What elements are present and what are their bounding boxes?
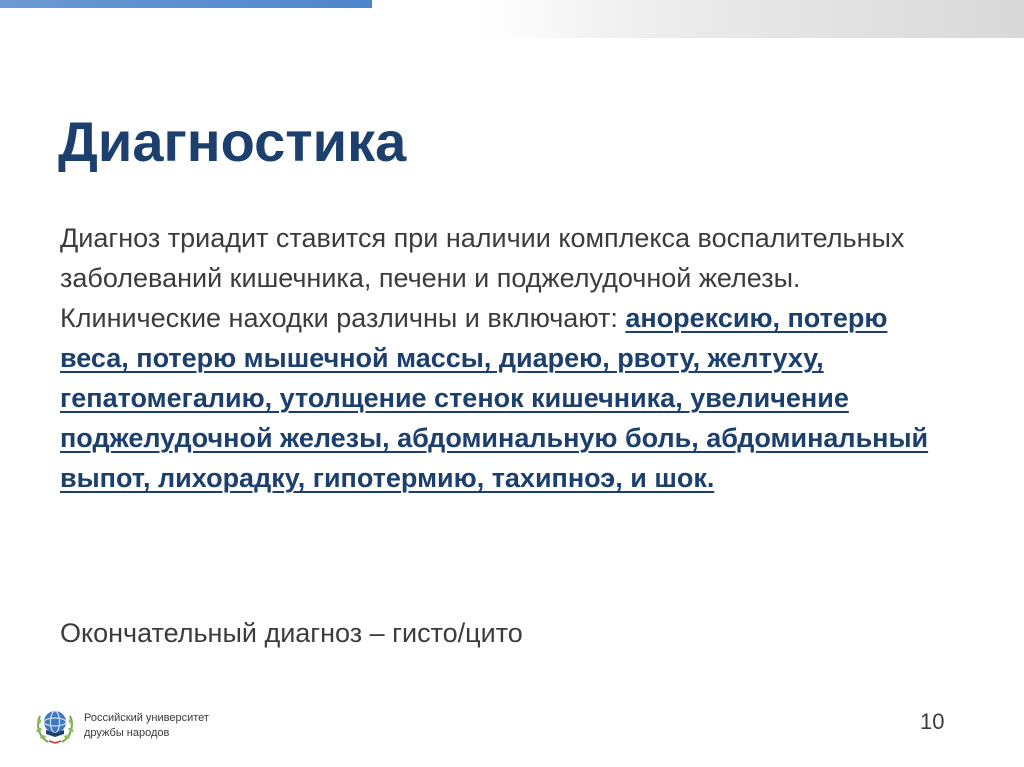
diagnosis-paragraph	[60, 218, 960, 498]
university-name-line2: дружбы народов	[84, 727, 170, 739]
university-name-line1: Российский университет	[84, 712, 209, 724]
slide-title: Диагностика	[58, 110, 407, 173]
final-diagnosis-text: Окончательный диагноз – гисто/цито	[60, 618, 523, 648]
diagnosis-intro: Диагноз триадит ставится при наличии комплекса воспалительных заболеваний кишечника, печени и поджелудочной железы. Клинические находки различны и включают:	[60, 223, 905, 333]
page-number: 10	[920, 709, 945, 734]
top-gradient-bar	[476, 0, 1024, 38]
clinical-findings-list: анорексию, потерю веса, потерю мышечной массы, диарею, рвоту, желтуху, гепатомегалию, утолщение стенок кишечника, увеличение поджелудочной железы, абдоминальную боль, абдоминальный выпот, лихорадку, гипотермию, тахипноэ, и шок.	[60, 303, 929, 493]
top-accent-bar	[0, 0, 372, 8]
university-name	[84, 711, 209, 741]
university-emblem-icon	[34, 700, 76, 746]
